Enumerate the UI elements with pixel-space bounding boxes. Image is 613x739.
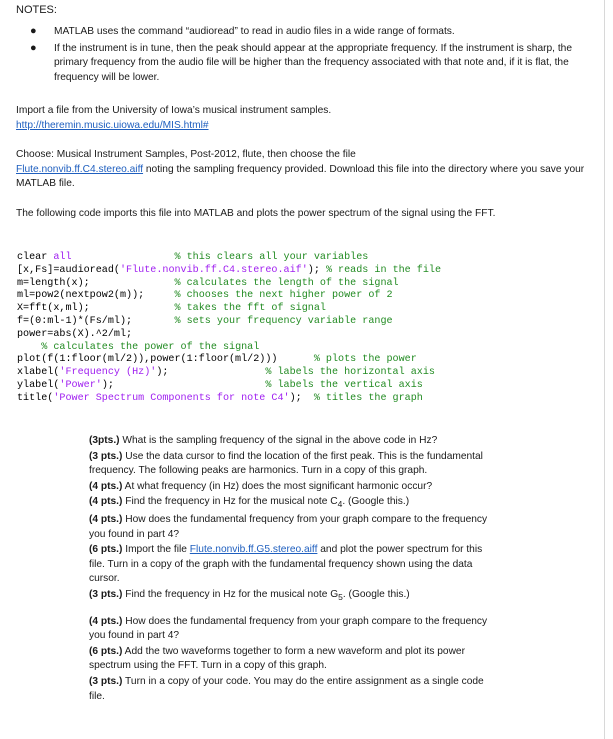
code-statement: clear [17,252,54,263]
code-comment: % this clears all your variables [174,252,369,263]
question-text: Find the frequency in Hz for the musical note C [122,496,338,508]
question-7 [89,588,489,605]
choose-text-continued: noting the sampling frequency provided. Download this file into the directory where you save your MATLAB file. [16,163,585,190]
code-comment: % takes the fft of signal [174,303,326,315]
bullet-text: If the instrument is in tune, then the peak should appear at the appropriate frequency. If the instrument is sharp, the primary frequency from the audio file will be higher than the frequency associated with that note and, if it is flat, the frequency will be lower. [54,42,572,83]
notes-heading: NOTES: [16,4,57,16]
code-comment: % calculates the length of the signal [174,277,399,289]
code-line [17,303,607,316]
points-label: (3pts.) [89,435,120,446]
code-comment: % calculates the power of the signal [41,341,260,353]
code-string: 'Power' [59,379,102,391]
question-3 [89,480,489,495]
question-6 [89,543,489,587]
note-subscript: 4 [337,499,343,510]
question-text-end: and plot the power spectrum for this file. Turn in a copy of the graph with the fundamental frequency shown using the data cursor. [89,544,483,585]
question-9 [89,645,489,674]
points-label: (6 pts.) [89,544,123,556]
points-label: (6 pts.) [89,645,123,657]
question-8 [89,615,489,644]
bullet-icon: ● [30,41,37,54]
flute-c4-file-link[interactable]: Flute.nonvib.ff.C4.stereo.aiff [16,163,144,175]
notes-bullet [30,25,590,40]
code-statement: plot(f(1:floor(ml/2)),power(1:floor(ml/2))) [17,354,314,366]
code-statement: title( [17,392,54,404]
question-text-end: . (Google this.) [342,496,410,508]
code-line [17,342,607,355]
question-10 [89,675,489,704]
code-string: all [53,252,72,263]
code-string: 'Frequency (Hz)' [59,367,157,379]
code-statement: m=length(x); [17,277,175,289]
code-comment: % reads in the file [325,264,442,276]
choose-text: Choose: Musical Instrument Samples, Post-2012, flute, then choose the file [16,149,356,160]
code-statement: ylabel( [17,379,60,391]
question-1 [89,434,489,449]
code-statement [17,342,41,353]
bullet-icon: ● [30,25,37,37]
code-string: 'Flute.nonvib.ff.C4.stereo.aif' [119,264,308,276]
notes-list [30,25,590,87]
question-text: How does the fundamental frequency from your graph compare to the frequency you found in part 4? [89,514,488,540]
flute-g5-file-link[interactable]: Flute.nonvib.ff.G5.stereo.aiff [189,544,318,556]
code-statement: power=abs(X).^2/ml; [17,328,133,340]
code-line [17,290,607,303]
code-line [17,316,607,329]
code-line [17,278,607,291]
code-line [17,380,607,393]
question-text: Find the frequency in Hz for the musical note G [122,588,339,600]
code-line [17,329,607,342]
code-comment: % labels the vertical axis [265,379,423,391]
code-line [17,367,607,380]
matlab-code-block [17,252,607,406]
import-text: Import a file from the University of Iowa’s musical instrument samples. [16,105,332,116]
intro-paragraph: The following code imports this file into MATLAB and plots the power spectrum of the signal using the FFT. [16,208,496,219]
question-text-end: . (Google this.) [342,588,410,600]
code-comment: % titles the graph [313,392,423,404]
questions-list [89,434,489,705]
question-2 [89,450,489,479]
import-paragraph [16,104,596,133]
code-statement: ); [101,379,266,391]
question-5 [89,513,489,542]
note-subscript: 5 [338,592,343,602]
code-string: 'Power Spectrum Components for note C4' [53,392,290,404]
question-text: At what frequency (in Hz) does the most significant harmonic occur? [122,480,433,492]
question-text: What is the sampling frequency of the signal in the above code in Hz? [119,435,438,446]
points-label: (4 pts.) [89,615,123,627]
choose-paragraph [16,148,596,192]
uiowa-mis-link[interactable]: http://theremin.music.uiowa.edu/MIS.html# [16,119,209,131]
bullet-text: MATLAB uses the command “audioread” to read in audio files in a wide range of formats. [54,26,455,37]
code-comment: % plots the power [313,354,417,366]
code-line [17,265,607,278]
code-line [17,393,607,406]
code-statement: ml=pow2(nextpow2(m)); [17,290,175,302]
code-comment: % chooses the next higher power of 2 [174,290,393,302]
code-statement: ); [156,367,266,379]
points-label: (3 pts.) [89,450,123,462]
code-statement: X=fft(x,ml); [17,303,175,315]
code-comment: % sets your frequency variable range [174,315,393,327]
code-statement [72,252,175,263]
question-text: How does the fundamental frequency from your graph compare to the frequency you found in part 4? [89,615,488,642]
points-label: (4 pts.) [89,480,123,492]
code-statement: ); [289,392,314,404]
code-statement: xlabel( [17,367,60,379]
question-4 [89,495,489,512]
points-label: (4 pts.) [89,496,123,508]
question-text: Turn in a copy of your code. You may do the entire assignment as a single code file. [89,675,484,702]
points-label: (3 pts.) [89,675,123,687]
code-statement: f=(0:ml-1)*(Fs/ml); [17,315,175,327]
question-text: Add the two waveforms together to form a new waveform and plot its power spectrum using the FFT. Turn in a copy of this graph. [89,645,465,672]
code-statement: [x,Fs]=audioread( [17,264,120,276]
points-label: (4 pts.) [89,514,123,525]
code-line [17,252,607,265]
code-statement: ); [307,264,326,276]
points-label: (3 pts.) [89,588,123,600]
code-line [17,354,607,367]
code-comment: % labels the horizontal axis [265,367,435,379]
spacer [89,606,489,615]
notes-bullet [30,42,590,86]
question-text: Import the file [122,544,190,556]
question-text: Use the data cursor to find the location of the first peak. This is the fundamental frequency. The following peaks are harmonics. Turn in a copy of this graph. [89,450,483,477]
